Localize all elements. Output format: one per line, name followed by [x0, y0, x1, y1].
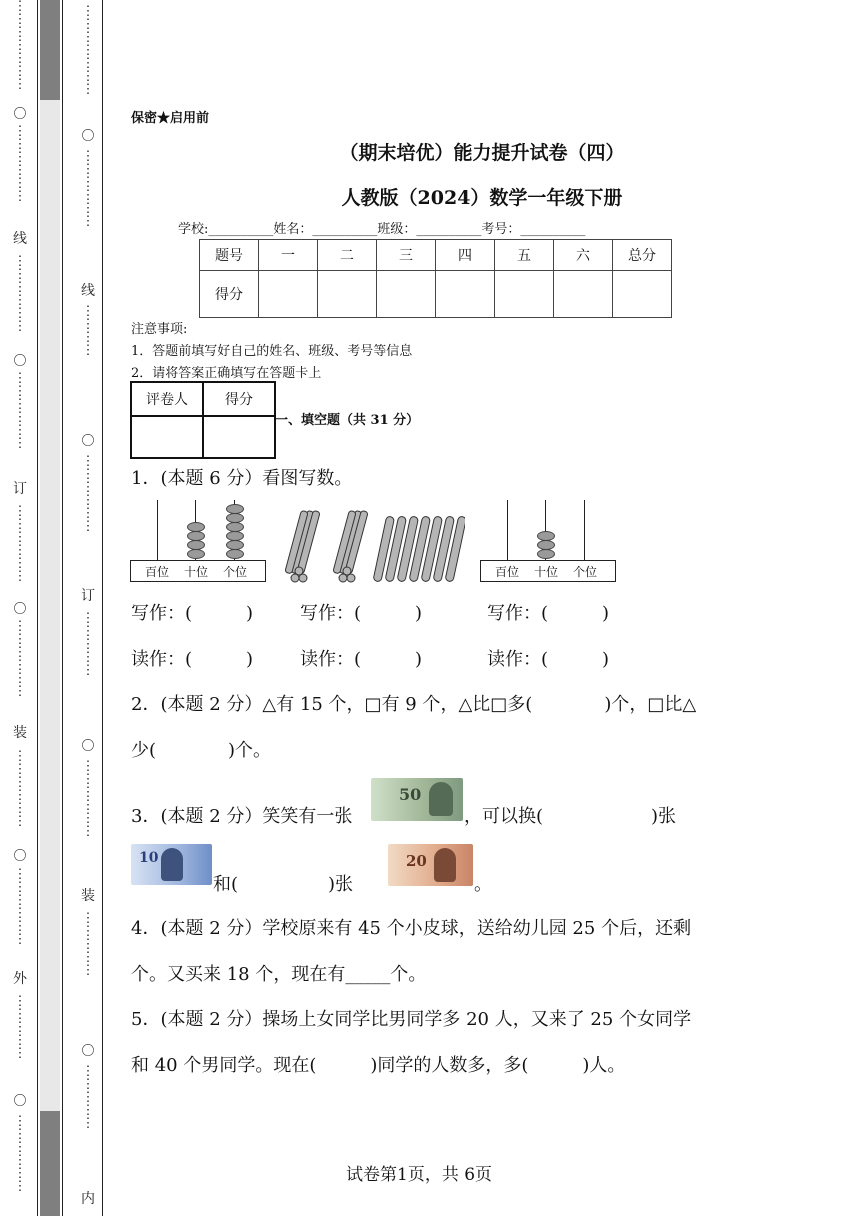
- abacus-bead: [537, 549, 555, 559]
- student-info-line[interactable]: 学校:__________姓名：__________班级：__________考号：__________: [178, 222, 586, 237]
- binding-char-line: 线: [13, 231, 27, 247]
- dotted-line: ⋮ ⋮ ⋮ ⋮ ⋮: [81, 1064, 95, 1131]
- dotted-line: ⋮ ⋮ ⋮ ⋮ ⋮ ⋮: [13, 504, 27, 584]
- stick-bundles-icon: [285, 508, 465, 588]
- dotted-line: ⋮ ⋮ ⋮ ⋮ ⋮ ⋮: [13, 1114, 27, 1194]
- banknote-50-icon: 50: [371, 778, 463, 821]
- abacus-label-tens: 十位: [184, 565, 209, 579]
- score-table-header: 题号: [200, 240, 259, 271]
- dotted-line: ⋮ ⋮ ⋮ ⋮ ⋮ ⋮ ⋮: [13, 0, 27, 92]
- banknote-20-icon: 20: [388, 844, 473, 886]
- circle-mark: 〇: [13, 602, 27, 617]
- dotted-line: ⋮ ⋮ ⋮ ⋮ ⋮: [81, 911, 95, 978]
- dotted-line: ⋮ ⋮ ⋮ ⋮ ⋮ ⋮: [13, 124, 27, 204]
- dotted-line: ⋮ ⋮ ⋮ ⋮ ⋮ ⋮: [13, 619, 27, 699]
- question-3-part-3[interactable]: 和( )张: [213, 874, 354, 895]
- section-title: 一、填空题（共 31 分）: [275, 413, 420, 428]
- question-5-line-1: 5．(本题 2 分）操场上女同学比男同学多 20 人，又来了 25 个女同学: [131, 1009, 692, 1030]
- notes-item-1: 1．答题前填写好自己的姓名、班级、考号等信息: [131, 344, 413, 359]
- banknote-10-icon: 10: [131, 844, 212, 885]
- q1-write-1[interactable]: 写作：( ): [131, 603, 254, 624]
- question-5-line-2[interactable]: 和 40 个男同学。现在( )同学的人数多，多( )人。: [131, 1055, 626, 1076]
- score-cell[interactable]: [259, 271, 318, 318]
- page-footer: 试卷第1页，共 6页: [346, 1165, 493, 1185]
- abacus-label-hundreds: 百位: [495, 565, 520, 579]
- dotted-line: ⋮ ⋮ ⋮ ⋮ ⋮ ⋮: [13, 371, 27, 451]
- score-table-header: 二: [318, 240, 377, 271]
- binding-char-order: 订: [81, 588, 95, 604]
- score-table-header: 一: [259, 240, 318, 271]
- abacus-label-tens: 十位: [534, 565, 559, 579]
- score-table-header: 五: [495, 240, 554, 271]
- question-4-line-1: 4．(本题 2 分）学校原来有 45 个小皮球，送给幼儿园 25 个后，还剩: [131, 918, 692, 939]
- strip-dark-top: [40, 0, 60, 100]
- dotted-line: ⋮ ⋮ ⋮ ⋮ ⋮ ⋮: [13, 867, 27, 947]
- circle-mark: 〇: [13, 1094, 27, 1109]
- question-3-part-2[interactable]: ，可以换( )张: [464, 806, 677, 827]
- score-cell[interactable]: [495, 271, 554, 318]
- score-cell[interactable]: [318, 271, 377, 318]
- q1-read-3[interactable]: 读作：( ): [487, 649, 610, 670]
- score-cell[interactable]: [377, 271, 436, 318]
- notes-item-2: 2．请将答案正确填写在答题卡上: [131, 366, 322, 381]
- score-row-label: 得分: [200, 271, 259, 318]
- dotted-line: ⋮ ⋮ ⋮ ⋮ ⋮ ⋮: [81, 759, 95, 839]
- abacus-label-hundreds: 百位: [145, 565, 170, 579]
- score-cell[interactable]: [554, 271, 613, 318]
- circle-mark: 〇: [81, 129, 95, 144]
- grader-score-cell[interactable]: [203, 416, 275, 458]
- binding-char-bind: 装: [13, 725, 27, 741]
- score-cell[interactable]: [613, 271, 672, 318]
- score-table-header: 六: [554, 240, 613, 271]
- abacus-bead: [187, 549, 205, 559]
- abacus-2: [480, 500, 615, 584]
- binding-char-order: 订: [13, 481, 27, 497]
- question-2-line-2[interactable]: 少( )个。: [131, 740, 272, 761]
- q1-read-1[interactable]: 读作：( ): [131, 649, 254, 670]
- binding-char-bind: 装: [81, 888, 95, 904]
- question-1-stem: 1．(本题 6 分）看图写数。: [131, 468, 353, 489]
- abacus-label-ones: 个位: [223, 565, 248, 579]
- q1-write-3[interactable]: 写作：( ): [487, 603, 610, 624]
- question-4-line-2[interactable]: 个。又买来 18 个，现在有_____个。: [131, 964, 427, 985]
- dotted-line: ⋮ ⋮ ⋮ ⋮ ⋮ ⋮: [81, 454, 95, 534]
- notes-heading: 注意事项:: [131, 322, 188, 337]
- dotted-line: ⋮ ⋮ ⋮ ⋮: [81, 304, 95, 358]
- score-cell[interactable]: [436, 271, 495, 318]
- secret-mark: 保密★启用前: [131, 111, 210, 126]
- circle-mark: 〇: [13, 849, 27, 864]
- grader-score-label: 得分: [203, 382, 275, 416]
- dotted-line: ⋮ ⋮ ⋮ ⋮ ⋮ ⋮: [13, 254, 27, 334]
- grader-cell[interactable]: [131, 416, 203, 458]
- binding-char-outer: 外: [13, 971, 27, 987]
- binding-char-line: 线: [81, 283, 95, 299]
- circle-mark: 〇: [13, 107, 27, 122]
- exam-title: （期末培优）能力提升试卷（四）: [339, 142, 625, 164]
- score-table: [199, 239, 672, 318]
- circle-mark: 〇: [81, 739, 95, 754]
- binding-char-inner: 内: [81, 1191, 95, 1207]
- dotted-line: ⋮ ⋮ ⋮ ⋮ ⋮ ⋮: [13, 749, 27, 829]
- circle-mark: 〇: [81, 1044, 95, 1059]
- exam-subtitle: 人教版（2024）数学一年级下册: [341, 187, 623, 209]
- grader-label: 评卷人: [131, 382, 203, 416]
- question-2-line-1[interactable]: 2．(本题 2 分）△有 15 个，□有 9 个，△比□多( )个，□比△: [131, 694, 697, 715]
- dotted-line: ⋮ ⋮ ⋮ ⋮ ⋮: [13, 994, 27, 1061]
- abacus-1: [130, 500, 265, 584]
- dotted-line: ⋮ ⋮ ⋮ ⋮ ⋮: [81, 611, 95, 678]
- strip-dark-bottom: [40, 1111, 60, 1216]
- q1-read-2[interactable]: 读作：( ): [300, 649, 423, 670]
- dotted-line: ⋮ ⋮ ⋮ ⋮ ⋮ ⋮ ⋮: [81, 4, 95, 97]
- dotted-line: ⋮ ⋮ ⋮ ⋮ ⋮ ⋮: [81, 149, 95, 229]
- question-3-part-1: 3．(本题 2 分）笑笑有一张: [131, 806, 353, 827]
- counting-sticks: [285, 508, 465, 588]
- q1-write-2[interactable]: 写作：( ): [300, 603, 423, 624]
- grader-table: [130, 381, 276, 459]
- score-table-header: 三: [377, 240, 436, 271]
- score-table-header: 总分: [613, 240, 672, 271]
- question-3-part-4: 。: [474, 874, 492, 895]
- score-table-header: 四: [436, 240, 495, 271]
- abacus-bead: [226, 549, 244, 559]
- abacus-label-ones: 个位: [573, 565, 598, 579]
- circle-mark: 〇: [13, 354, 27, 369]
- circle-mark: 〇: [81, 434, 95, 449]
